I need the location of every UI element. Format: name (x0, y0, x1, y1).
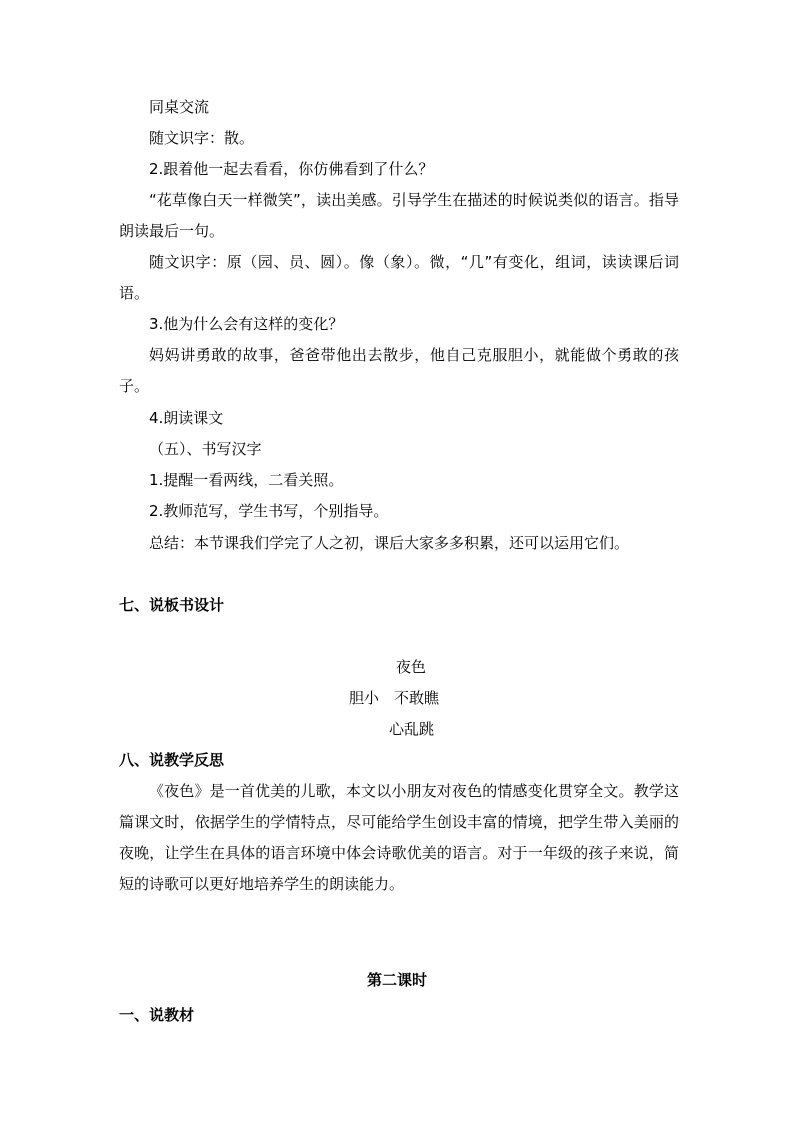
paragraph: 随文识字：原（园、员、圆）。像（象）。微，“几”有变化，组词，读读课后词语。 (119, 253, 679, 302)
text-line: 同桌交流 (149, 98, 210, 116)
text-line: 随文识字：散。 (149, 129, 255, 147)
question-2: 2.跟着他一起去看看，你仿佛看到了什么？ (149, 160, 434, 178)
section-heading: （五）、书写汉字 (149, 440, 262, 458)
section-heading: 八、说教学反思 (119, 751, 225, 769)
paragraph: “花草像白天一样微笑”，读出美感。引导学生在描述的时候说类似的语言。指导朗读最后一句。 (119, 191, 679, 240)
section-heading: 七、说板书设计 (119, 596, 225, 614)
board-line: 胆小 不敢瞧 (349, 689, 440, 707)
summary-line: 总结：本节课我们学完了人之初，课后大家多多积累，还可以运用它们。 (149, 534, 630, 552)
text-line: 1.提醒一看两线，二看关照。 (149, 471, 344, 489)
section-heading: 一、说教材 (119, 1006, 195, 1024)
lesson-title: 第二课时 (366, 971, 427, 989)
board-title: 夜色 (396, 658, 427, 676)
reflection-paragraph: 《夜色》是一首优美的儿歌，本文以小朋友对夜色的情感变化贯穿全文。教学这篇课文时，依据学生的学情特点，尽可能给学生创设丰富的情境，把学生带入美丽的夜晚，让学生在具体的语言环境中体会诗歌优美的语言。对于一年级的孩子来说，简短的诗歌可以更好地培养学生的朗读能力。 (119, 782, 679, 893)
text-line: 2.教师范写，学生书写，个别指导。 (149, 502, 389, 520)
paragraph: 妈妈讲勇敢的故事，爸爸带他出去散步，他自己克服胆小，就能做个勇敢的孩子。 (119, 346, 679, 395)
question-4: 4.朗读课文 (149, 409, 224, 427)
question-3: 3.他为什么会有这样的变化？ (149, 315, 344, 333)
board-line: 心乱跳 (389, 720, 435, 738)
